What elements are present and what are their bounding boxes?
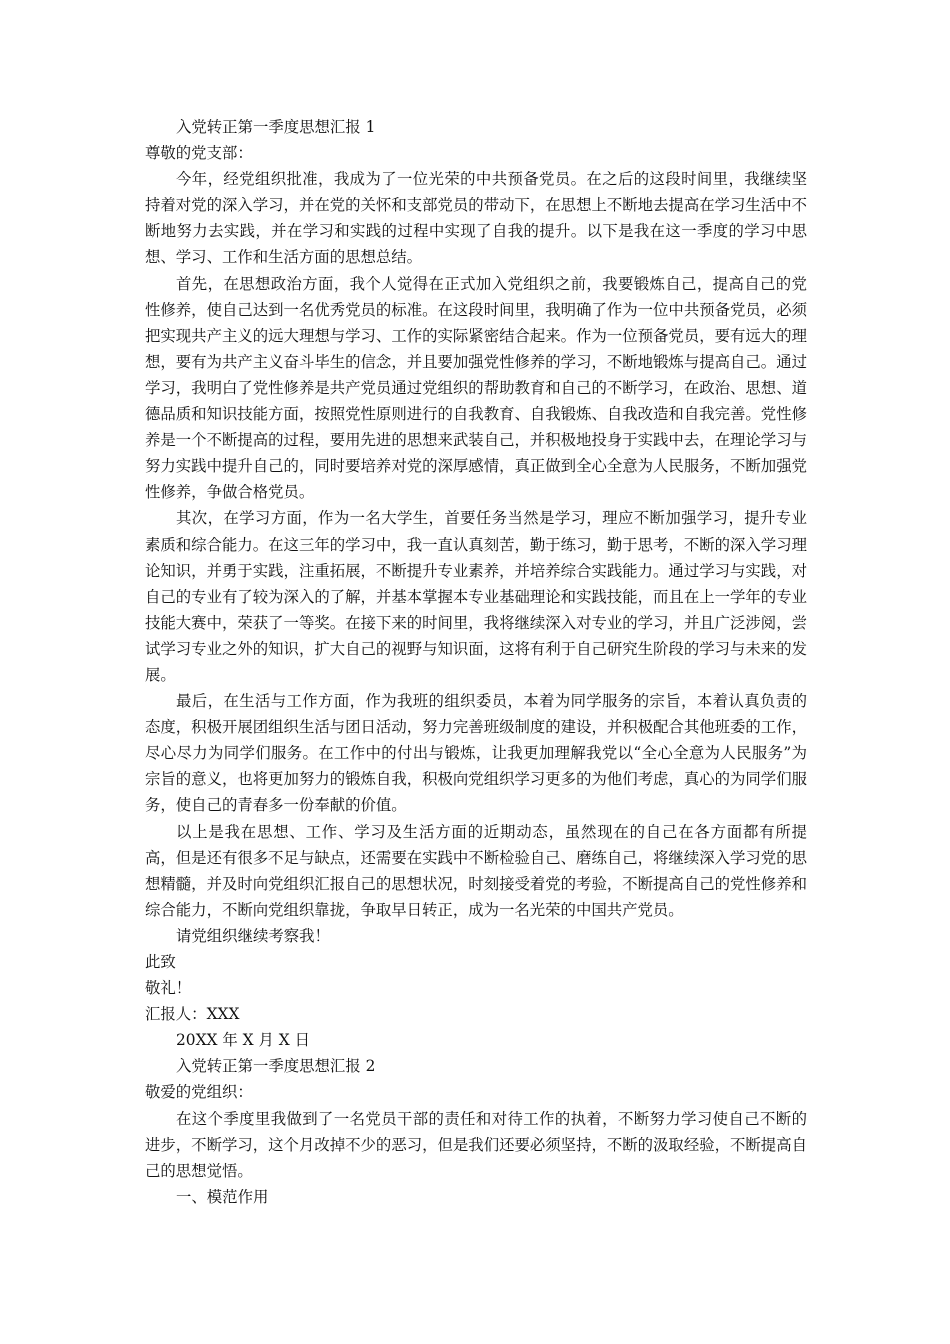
paragraph: 其次，在学习方面，作为一名大学生，首要任务当然是学习，理应不断加强学习，提升专业素质和综合能力。在这三年的学习中，我一直认真刻苦，勤于练习，勤于思考，不断的深入学习理论知识，并勇于实践，注重拓展，不断提升专业素养，并培养综合实践能力。通过学习与实践，对自己的专业有了较为深入的了解，并基本掌握本专业基础理论和实践技能，而且在上一学年的专业技能大赛中，荣获了一等奖。在接下来的时间里，我将继续深入对专业的学习，并且广泛涉阅，尝试学习专业之外的知识，扩大自己的视野与知识面，这将有利于自己研究生阶段的学习与未来的发展。 (145, 509, 807, 684)
closing-line-1: 此致 (145, 953, 176, 971)
paragraph: 在这个季度里我做到了一名党员干部的责任和对待工作的执着，不断努力学习使自己不断的进步，不断学习，这个月改掉不少的恶习，但是我们还要必须坚持，不断的汲取经验，不断提高自己的思想觉悟。 (145, 1109, 807, 1180)
report-title-1: 入党转正第一季度思想汇报 1 (176, 118, 376, 136)
paragraph: 最后，在生活与工作方面，作为我班的组织委员，本着为同学服务的宗旨，本着认真负责的态度，积极开展团组织生活与团日活动，努力完善班级制度的建设，并积极配合其他班委的工作，尽心尽力为同学们服务。在工作中的付出与锻炼，让我更加理解我党以“全心全意为人民服务”为宗旨的意义，也将更加努力的锻炼自我，积极向党组织学习更多的为他们考虑，真心的为同学们服务，使自己的青春多一份奉献的价值。 (145, 692, 807, 815)
report-date: 20XX 年 X 月 X 日 (176, 1031, 311, 1050)
document-page (145, 114, 807, 1210)
paragraph: 以上是我在思想、工作、学习及生活方面的近期动态，虽然现在的自己在各方面都有所提高，但是还有很多不足与缺点，还需要在实践中不断检验自己、磨练自己，将继续深入学习党的思想精髓，并及时向党组织汇报自己的思想状况，时刻接受着党的考验，不断提高自己的党性修养和综合能力，不断向党组织靠拢，争取早日转正，成为一名光荣的中国共产党员。 (145, 822, 807, 919)
salutation-2: 敬爱的党组织： (145, 1083, 253, 1102)
paragraph: 今年，经党组织批准，我成为了一位光荣的中共预备党员。在之后的这段时间里，我继续坚持着对党的深入学习，并在党的关怀和支部党员的带动下，在思想上不断地去提高在学习生活中不断地努力去实践，并在学习和实践的过程中实现了自我的提升。以下是我在这一季度的学习中思想、学习、工作和生活方面的思想总结。 (145, 170, 807, 267)
report-title-2: 入党转正第一季度思想汇报 2 (176, 1057, 376, 1076)
paragraph: 请党组织继续考察我！ (176, 926, 330, 945)
section-heading: 一、模范作用 (176, 1187, 269, 1206)
salutation-1: 尊敬的党支部： (145, 144, 253, 163)
closing-line-2: 敬礼！ (145, 979, 192, 998)
paragraph: 首先，在思想政治方面，我个人觉得在正式加入党组织之前，我要锻炼自己，提高自己的党性修养，使自己达到一名优秀党员的标准。在这段时间里，我明确了作为一位中共预备党员，必须把实现共产主义的远大理想与学习、工作的实际紧密结合起来。作为一位预备党员，要有远大的理想，要有为共产主义奋斗毕生的信念，并且要加强党性修养的学习，不断地锻炼与提高自己。通过学习，我明白了党性修养是共产党员通过党组织的帮助教育和自己的不断学习，在政治、思想、道德品质和知识技能方面，按照党性原则进行的自我教育、自我锻炼、自我改造和自我完善。党性修养是一个不断提高的过程，要用先进的思想来武装自己，并积极地投身于实践中去，在理论学习与努力实践中提升自己的，同时要培养对党的深厚感情，真正做到全心全意为人民服务，不断加强党性修养，争做合格党员。 (145, 274, 807, 502)
reporter-signature: 汇报人：XXX (145, 1005, 240, 1024)
